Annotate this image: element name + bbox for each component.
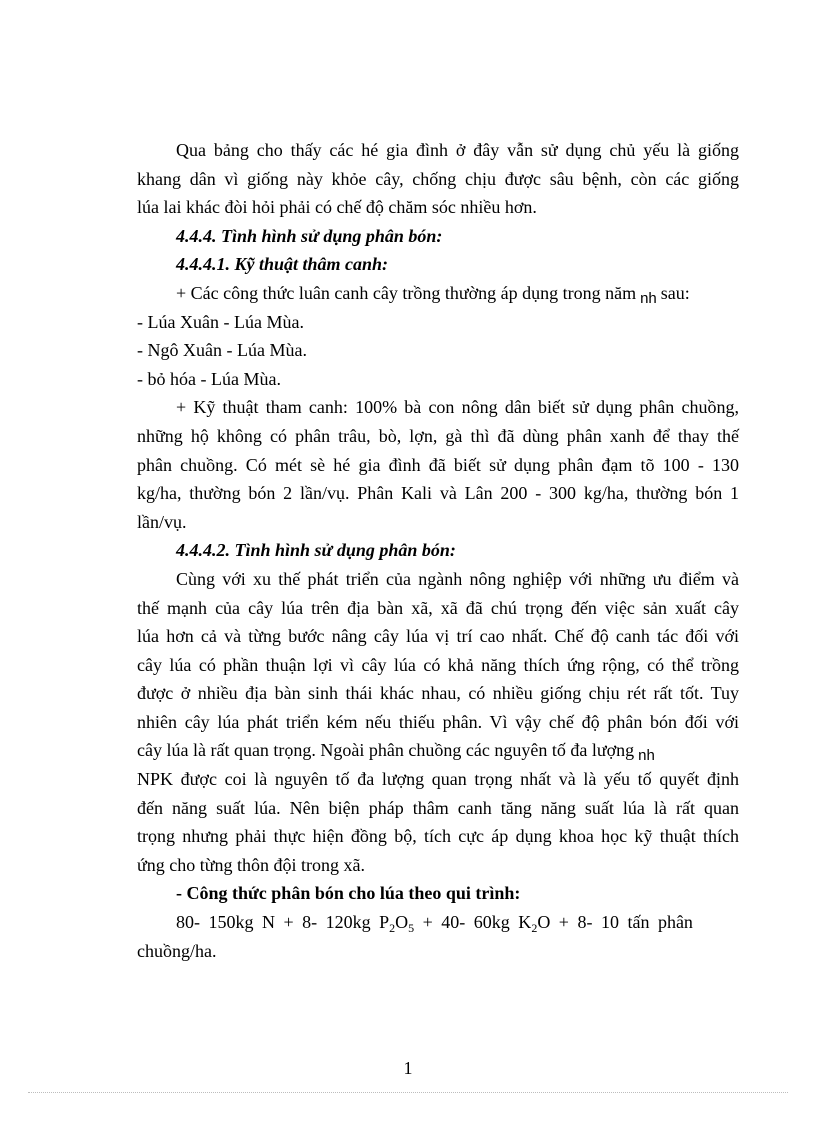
formula-line-2: chuồng/ha. [137, 940, 217, 961]
rotation-item: - Ngô Xuân - Lúa Mùa. [137, 340, 307, 361]
inline-mark: nh [638, 747, 655, 765]
rotation-intro-tail: sau: [660, 282, 690, 303]
formula-part: + 40- 60kg K [414, 912, 532, 933]
paragraph-line-text: cây lúa là rất quan trọng. Ngoài phân chuồng các nguyên tố đa lượng [137, 740, 635, 761]
paragraph-line: được ở nhiều địa bàn sinh thái khác nhau, có nhiều giống chịu rét rất tốt. Tuy [137, 683, 739, 704]
paragraph-line: thế mạnh của cây lúa trên địa bàn xã, xã đã chú trọng đến việc sản xuất cây [137, 597, 739, 618]
paragraph-line: trọng nhưng phải thực hiện đồng bộ, tích cực áp dụng khoa học kỹ thuật thích [137, 826, 739, 847]
paragraph-line: lần/vụ. [137, 511, 187, 532]
paragraph-line: lúa hơn cả và từng bước nâng cây lúa vị trí cao nhất. Chế độ canh tác đối với [137, 626, 739, 647]
subscript: 2 [531, 921, 538, 936]
paragraph-line: Cùng với xu thế phát triển của ngành nông nghiệp với những ưu điểm và [176, 568, 739, 589]
paragraph-line: NPK được coi là nguyên tố đa lượng quan trọng nhất và là yếu tố quyết định [137, 769, 739, 790]
inline-mark: nh [640, 289, 657, 307]
paragraph-line: lúa lai khác đòi hỏi phải có chế độ chăm sóc nhiều hơn. [137, 197, 537, 218]
formula-part: 80- 150kg N + 8- 120kg P [176, 912, 390, 933]
section-heading-4-4-4-2: 4.4.4.2. Tình hình sử dụng phân bón: [176, 540, 456, 561]
formula-line [137, 908, 739, 937]
paragraph-line: ứng cho từng thôn đội trong xã. [137, 854, 365, 875]
paragraph-line: đến năng suất lúa. Nên biện pháp thâm canh tăng năng suất lúa là rất quan [137, 797, 739, 818]
paragraph-line: phân chuồng. Có mét sè hé gia đình đã biết sử dụng phân đạm tõ 100 - 130 [137, 454, 739, 475]
page-content [137, 136, 739, 965]
paragraph-line: + Kỹ thuật tham canh: 100% bà con nông dân biết sử dụng phân chuồng, [176, 397, 739, 418]
paragraph-line: Qua bảng cho thấy các hé gia đình ở đây vẫn sử dụng chủ yếu là giống [176, 140, 739, 160]
paragraph-line: kg/ha, thường bón 2 lần/vụ. Phân Kali và Lân 200 - 300 kg/ha, thường bón 1 [137, 483, 739, 504]
rotation-intro [137, 279, 739, 308]
page-bottom-divider [28, 1092, 788, 1093]
formula-part: O [395, 912, 409, 933]
paragraph-line [137, 736, 739, 765]
section-heading-4-4-4: 4.4.4. Tình hình sử dụng phân bón: [176, 225, 443, 246]
paragraph-line: những hộ không có phân trâu, bò, lợn, gà thì đã dùng phân xanh để thay thế [137, 425, 739, 446]
rotation-item: - bỏ hóa - Lúa Mùa. [137, 368, 281, 389]
paragraph-line: cây lúa có phần thuận lợi vì cây lúa có khả năng thích ứng rộng, có thể trồng [137, 654, 739, 675]
subscript: 5 [408, 921, 415, 936]
formula-heading: - Công thức phân bón cho lúa theo qui trình: [176, 883, 521, 904]
rotation-intro-text: + Các công thức luân canh cây trồng thường áp dụng trong năm [176, 282, 637, 303]
paragraph-line: khang dân vì giống này khỏe cây, chống chịu được sâu bệnh, còn các giống [137, 168, 739, 189]
page-number: 1 [403, 1058, 413, 1078]
paragraph-line: nhiên cây lúa phát triển kém nếu thiếu phân. Vì vậy chế độ phân bón đối với [137, 711, 739, 732]
section-heading-4-4-4-1: 4.4.4.1. Kỹ thuật thâm canh: [176, 254, 389, 275]
formula-part: O + 8- 10 tấn phân [537, 912, 693, 933]
subscript: 2 [389, 921, 396, 936]
rotation-item: - Lúa Xuân - Lúa Mùa. [137, 311, 304, 332]
